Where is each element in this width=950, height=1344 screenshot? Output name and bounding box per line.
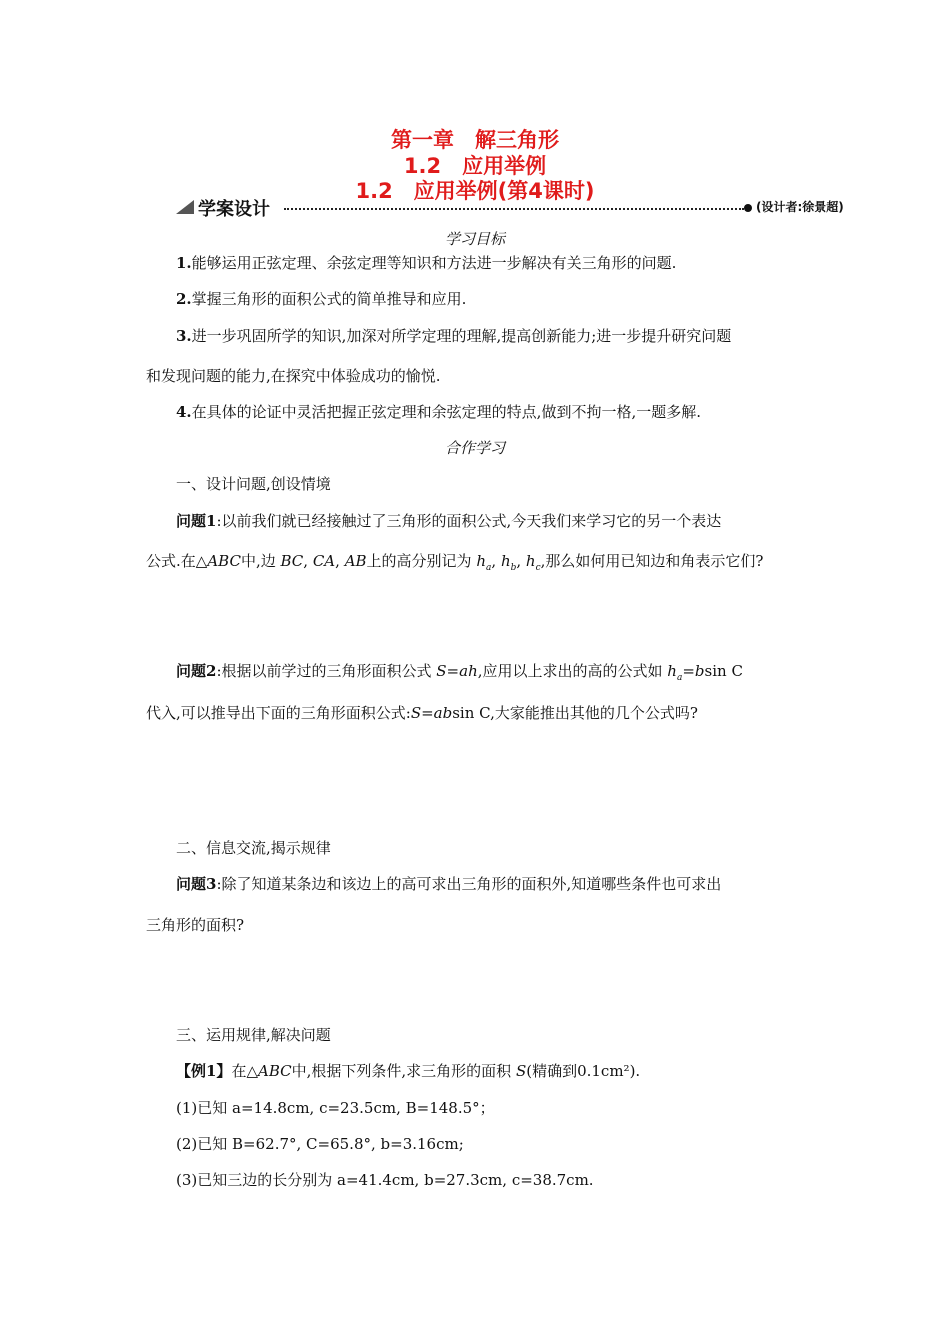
goal-text: 能够运用正弦定理、余弦定理等知识和方法进一步解决有关三角形的问题. (191, 254, 677, 272)
math-hc: $h_c$ (525, 552, 541, 573)
math-sin-c: sin C (704, 662, 743, 680)
goal-item-4 (176, 401, 701, 422)
question-1-line-2: 公式.在△ABC中,边 BC, CA, AB上的高分别记为 $h_a$, $h_b$, $h_c$,那么如何用已知边和角表示它们? (146, 552, 764, 573)
question-label: 问题3 (176, 875, 217, 893)
goal-number: 3. (176, 327, 192, 345)
goal-text: 在具体的论证中灵活把握正弦定理和余弦定理的特点,做到不拘一格,一题多解. (191, 403, 701, 421)
text-fragment: (精确到0.1cm²). (526, 1062, 641, 1080)
lesson-title: 1.2 应用举例(第4课时) (355, 179, 595, 203)
text-fragment: 公式.在△ (146, 552, 208, 570)
text-fragment: 上的高分别记为 (366, 552, 472, 570)
question-text: :以前我们就已经接触过了三角形的面积公式,今天我们来学习它的另一个表达 (216, 512, 722, 530)
math-s: S (515, 1062, 527, 1080)
coop-heading: 合作学习 (444, 439, 505, 457)
math-ab: AB (344, 552, 367, 570)
section-title: 1.2 应用举例 (403, 154, 547, 178)
question-text: :除了知道某条边和该边上的高可求出三角形的面积外,知道哪些条件也可求出 (216, 875, 722, 893)
goal-number: 1. (176, 254, 192, 272)
math-abc: ABC (257, 1062, 292, 1080)
text-fragment: 在△ (231, 1062, 258, 1080)
math-ha: $h_a$ (476, 552, 492, 573)
question-3-line-2: 三角形的面积? (146, 916, 245, 934)
math-ha: $h_a$ (667, 662, 683, 683)
question-label: 问题1 (176, 512, 217, 530)
design-bar (176, 196, 866, 220)
text-fragment: 代入,可以推导出下面的三角形面积公式: (146, 704, 411, 722)
goal-text: 掌握三角形的面积公式的简单推导和应用. (191, 290, 467, 308)
text-fragment: 中,边 (240, 552, 276, 570)
example-1-intro (176, 1060, 640, 1081)
goal-item-2 (176, 288, 466, 309)
dotted-divider (284, 208, 744, 210)
math-s-ab: S=ab (410, 704, 453, 722)
example-condition-1: (1)已知 a=14.8cm, c=23.5cm, B=148.5°； (176, 1099, 495, 1117)
question-2-line-2 (146, 702, 698, 723)
designer-credit: (设计者:徐景超) (756, 200, 844, 214)
math-hb: $h_b$ (500, 552, 517, 573)
math-s-ah: S=ah (436, 662, 478, 680)
text-fragment: ,应用以上求出的高的公式如 (477, 662, 663, 680)
text-fragment: ,大家能推出其他的几个公式吗? (490, 704, 698, 722)
question-3-line-1 (176, 873, 721, 894)
goal-item-1 (176, 252, 676, 273)
math-ca: CA (312, 552, 336, 570)
question-label: 问题2 (176, 662, 217, 680)
text-fragment: :根据以前学过的三角形面积公式 (216, 662, 432, 680)
section-3-heading: 三、运用规律,解决问题 (176, 1026, 331, 1044)
example-label: 【例1】 (176, 1062, 232, 1080)
goals-heading: 学习目标 (444, 230, 505, 248)
goal-item-3-continuation: 和发现问题的能力,在探究中体验成功的愉悦. (146, 367, 441, 385)
math-sin-c: sin C (452, 704, 491, 722)
bullet-dot-icon (744, 204, 752, 212)
text-fragment: 中,根据下列条件,求三角形的面积 (291, 1062, 512, 1080)
math-bc: BC (280, 552, 304, 570)
question-1-line-1 (176, 510, 721, 531)
question-2-line-1 (176, 660, 743, 683)
goal-item-3 (176, 325, 731, 346)
example-condition-3: (3)已知三边的长分别为 a=41.4cm, b=27.3cm, c=38.7cm. (176, 1171, 594, 1189)
section-2-heading: 二、信息交流,揭示规律 (176, 839, 331, 857)
design-bar-label: 学案设计 (198, 199, 270, 220)
goal-text: 进一步巩固所学的知识,加深对所学定理的理解,提高创新能力;进一步提升研究问题 (191, 327, 732, 345)
math-abc: ABC (207, 552, 241, 570)
text-fragment: ,那么如何用已知边和角表示它们? (540, 552, 764, 570)
goal-number: 4. (176, 403, 192, 421)
section-1-heading: 一、设计问题,创设情境 (176, 475, 331, 493)
goal-number: 2. (176, 290, 192, 308)
math-eq-b: =b (682, 662, 705, 680)
example-condition-2: (2)已知 B=62.7°, C=65.8°, b=3.16cm; (176, 1135, 464, 1153)
chapter-title: 第一章 解三角形 (391, 128, 559, 152)
triangle-icon (176, 200, 194, 214)
